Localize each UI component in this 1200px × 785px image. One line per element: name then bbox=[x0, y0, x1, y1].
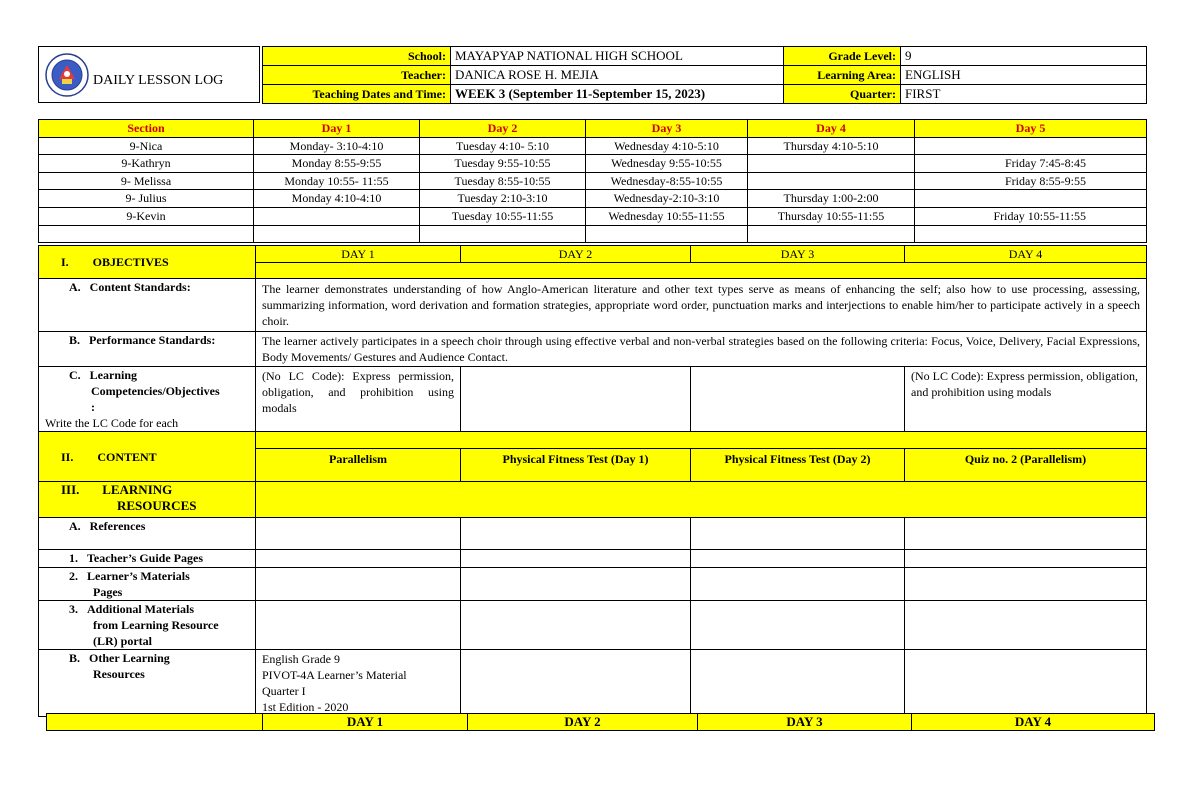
schedule-time-cell: Wednesday 9:55-10:55 bbox=[586, 155, 748, 173]
grade-level-value: 9 bbox=[901, 47, 1147, 66]
learners-materials-label: 2. Learner’s Materials Pages bbox=[39, 568, 256, 601]
day-4-header: DAY 4 bbox=[905, 246, 1147, 263]
schedule-time-cell: Wednesday 10:55-11:55 bbox=[586, 207, 748, 225]
references-day-2 bbox=[461, 518, 691, 550]
schedule-time-cell bbox=[254, 207, 420, 225]
competencies-day-3 bbox=[691, 367, 905, 432]
schedule-time-cell bbox=[748, 155, 915, 173]
schedule-time-cell bbox=[586, 225, 748, 243]
school-value: MAYAPYAP NATIONAL HIGH SCHOOL bbox=[451, 47, 784, 66]
bottom-day-2: DAY 2 bbox=[468, 714, 698, 731]
schedule-time-cell: Wednesday-8:55-10:55 bbox=[586, 172, 748, 190]
schedule-time-cell: Thursday 10:55-11:55 bbox=[748, 207, 915, 225]
school-label: School: bbox=[263, 47, 451, 66]
schedule-time-cell: Thursday 4:10-5:10 bbox=[748, 137, 915, 155]
other-resources-day-2 bbox=[461, 650, 691, 717]
schedule-time-cell: Wednesday 4:10-5:10 bbox=[586, 137, 748, 155]
objectives-banner bbox=[256, 263, 1147, 279]
lesson-log-table bbox=[38, 245, 1147, 717]
lm-day-2 bbox=[461, 568, 691, 601]
lm-day-4 bbox=[905, 568, 1147, 601]
additional-day-3 bbox=[691, 601, 905, 650]
day-1-header: DAY 1 bbox=[256, 246, 461, 263]
grade-level-label: Grade Level: bbox=[784, 47, 901, 66]
day-3-header: DAY 3 bbox=[691, 246, 905, 263]
teacher-label: Teacher: bbox=[263, 66, 451, 85]
schedule-row bbox=[39, 155, 1147, 173]
schedule-time-cell bbox=[748, 172, 915, 190]
additional-materials-label: 3. Additional Materials from Learning Resource (LR) portal bbox=[39, 601, 256, 650]
references-day-4 bbox=[905, 518, 1147, 550]
tg-day-4 bbox=[905, 550, 1147, 568]
lm-day-3 bbox=[691, 568, 905, 601]
bottom-day-1: DAY 1 bbox=[263, 714, 468, 731]
schedule-header-day-5: Day 5 bbox=[915, 120, 1147, 138]
schedule-time-cell: Tuesday 2:10-3:10 bbox=[420, 190, 586, 208]
other-resources-day-1: English Grade 9 PIVOT-4A Learner’s Material Quarter I 1st Edition - 2020 bbox=[256, 650, 461, 717]
other-resources-day-3 bbox=[691, 650, 905, 717]
schedule-time-cell: Monday 10:55- 11:55 bbox=[254, 172, 420, 190]
bottom-blank-cell bbox=[47, 714, 263, 731]
teacher-value: DANICA ROSE H. MEJIA bbox=[451, 66, 784, 85]
bottom-day-3: DAY 3 bbox=[698, 714, 912, 731]
schedule-table bbox=[38, 119, 1147, 243]
additional-day-4 bbox=[905, 601, 1147, 650]
schedule-row bbox=[39, 190, 1147, 208]
schedule-time-cell: Thursday 1:00-2:00 bbox=[748, 190, 915, 208]
schedule-time-cell: Friday 7:45-8:45 bbox=[915, 155, 1147, 173]
header-info-table bbox=[262, 46, 1147, 104]
schedule-section-cell: 9-Kathryn bbox=[39, 155, 254, 173]
schedule-section-cell: 9-Kevin bbox=[39, 207, 254, 225]
schedule-time-cell bbox=[915, 137, 1147, 155]
schedule-row bbox=[39, 225, 1147, 243]
next-page-day-header bbox=[46, 713, 1155, 731]
content-heading: II. CONTENT bbox=[39, 432, 256, 482]
learning-area-value: ENGLISH bbox=[901, 66, 1147, 85]
schedule-time-cell bbox=[748, 225, 915, 243]
content-standards-text: The learner demonstrates understanding of how Anglo-American literature and other text types serve as means of enhancing the self; also how to use processing, assessing, summarizing information, word derivation and formation strategies, appropriate word order, punctuation marks and interjections to enable him/her to participate actively in a speech choir. bbox=[256, 279, 1147, 332]
competencies-day-2 bbox=[461, 367, 691, 432]
schedule-time-cell: Tuesday 9:55-10:55 bbox=[420, 155, 586, 173]
additional-day-1 bbox=[256, 601, 461, 650]
content-day-2: Physical Fitness Test (Day 1) bbox=[461, 449, 691, 482]
content-day-1: Parallelism bbox=[256, 449, 461, 482]
performance-standards-text: The learner actively participates in a speech choir through using effective verbal and non-verbal strategies based on the following criteria: Focus, Voice, Delivery, Facial Expressions, Body Movements/ Gestures and Audience Contact. bbox=[256, 332, 1147, 367]
quarter-label: Quarter: bbox=[784, 85, 901, 104]
header-title-box bbox=[38, 46, 260, 103]
schedule-header-section: Section bbox=[39, 120, 254, 138]
learning-resources-banner bbox=[256, 482, 1147, 518]
schedule-time-cell: Friday 10:55-11:55 bbox=[915, 207, 1147, 225]
schedule-row bbox=[39, 137, 1147, 155]
tg-day-1 bbox=[256, 550, 461, 568]
schedule-header-day-4: Day 4 bbox=[748, 120, 915, 138]
objectives-heading: I. OBJECTIVES bbox=[39, 246, 256, 279]
schedule-time-cell bbox=[254, 225, 420, 243]
schedule-section-cell: 9-Nica bbox=[39, 137, 254, 155]
schedule-time-cell: Tuesday 8:55-10:55 bbox=[420, 172, 586, 190]
other-resources-label: B. Other Learning Resources bbox=[39, 650, 256, 717]
schedule-header-day-2: Day 2 bbox=[420, 120, 586, 138]
teachers-guide-label: 1. Teacher’s Guide Pages bbox=[39, 550, 256, 568]
learning-competencies-label: C. Learning Competencies/Objectives : Write the LC Code for each bbox=[39, 367, 256, 432]
schedule-time-cell: Wednesday-2:10-3:10 bbox=[586, 190, 748, 208]
tg-day-3 bbox=[691, 550, 905, 568]
schedule-section-cell: 9- Melissa bbox=[39, 172, 254, 190]
schedule-time-cell: Tuesday 4:10- 5:10 bbox=[420, 137, 586, 155]
day-2-header: DAY 2 bbox=[461, 246, 691, 263]
schedule-section-cell: 9- Julius bbox=[39, 190, 254, 208]
deped-seal-icon bbox=[45, 53, 89, 97]
content-day-3: Physical Fitness Test (Day 2) bbox=[691, 449, 905, 482]
references-label: A. References bbox=[39, 518, 256, 550]
competencies-day-1: (No LC Code): Express permission, obligation, and prohibition using modals bbox=[256, 367, 461, 432]
schedule-time-cell bbox=[915, 190, 1147, 208]
teaching-dates-value: WEEK 3 (September 11-September 15, 2023) bbox=[451, 85, 784, 104]
schedule-header-day-3: Day 3 bbox=[586, 120, 748, 138]
learning-area-label: Learning Area: bbox=[784, 66, 901, 85]
schedule-time-cell bbox=[420, 225, 586, 243]
references-day-3 bbox=[691, 518, 905, 550]
schedule-time-cell: Tuesday 10:55-11:55 bbox=[420, 207, 586, 225]
schedule-section-cell bbox=[39, 225, 254, 243]
content-standards-label: A. Content Standards: bbox=[39, 279, 256, 332]
schedule-time-cell: Friday 8:55-9:55 bbox=[915, 172, 1147, 190]
other-resources-day-4 bbox=[905, 650, 1147, 717]
schedule-time-cell: Monday 8:55-9:55 bbox=[254, 155, 420, 173]
schedule-header-day-1: Day 1 bbox=[254, 120, 420, 138]
teaching-dates-label: Teaching Dates and Time: bbox=[263, 85, 451, 104]
schedule-row bbox=[39, 172, 1147, 190]
lm-day-1 bbox=[256, 568, 461, 601]
learning-resources-heading: III. LEARNING RESOURCES bbox=[39, 482, 256, 518]
bottom-day-4: DAY 4 bbox=[912, 714, 1155, 731]
tg-day-2 bbox=[461, 550, 691, 568]
quarter-value: FIRST bbox=[901, 85, 1147, 104]
schedule-time-cell: Monday 4:10-4:10 bbox=[254, 190, 420, 208]
additional-day-2 bbox=[461, 601, 691, 650]
schedule-time-cell: Monday- 3:10-4:10 bbox=[254, 137, 420, 155]
references-day-1 bbox=[256, 518, 461, 550]
schedule-row bbox=[39, 207, 1147, 225]
content-day-4: Quiz no. 2 (Parallelism) bbox=[905, 449, 1147, 482]
performance-standards-label: B. Performance Standards: bbox=[39, 332, 256, 367]
schedule-time-cell bbox=[915, 225, 1147, 243]
content-banner bbox=[256, 432, 1147, 449]
competencies-day-4: (No LC Code): Express permission, obligation, and prohibition using modals bbox=[905, 367, 1147, 432]
page-title: DAILY LESSON LOG bbox=[93, 73, 224, 88]
